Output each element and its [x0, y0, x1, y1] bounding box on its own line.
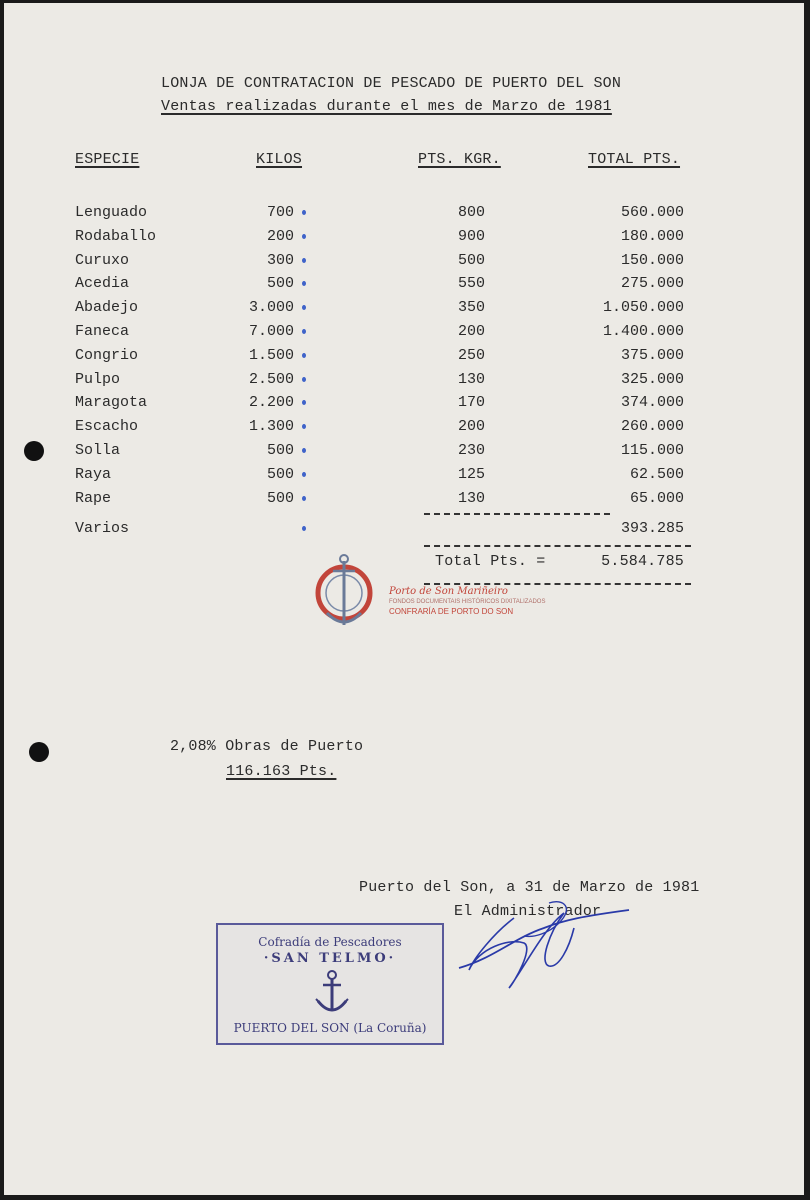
- especie-cell: Pulpo: [75, 370, 121, 388]
- stamp-line-2: ·SAN TELMO·: [263, 951, 397, 966]
- table-row: [4, 490, 804, 512]
- tick-mark: [302, 424, 306, 429]
- total-rule-bottom: [424, 583, 691, 585]
- pts-kgr-cell: 125: [457, 465, 485, 483]
- especie-cell: Rodaballo: [75, 227, 157, 245]
- stamp-line-1: Cofradía de Pescadores: [258, 935, 402, 949]
- especie-cell: Congrio: [75, 346, 139, 364]
- tick-mark: [302, 472, 306, 477]
- especie-cell: Faneca: [75, 323, 130, 340]
- subtotal-rule: [424, 513, 610, 515]
- especie-cell: Maragota: [75, 394, 148, 412]
- total-cell: 325.000: [620, 370, 684, 388]
- signer-title: El Administrador: [454, 903, 602, 920]
- table-row: [4, 371, 804, 393]
- table-row: [4, 275, 804, 297]
- total-cell: 62.500: [629, 465, 684, 483]
- total-cell: 150.000: [620, 251, 684, 269]
- table-row: [4, 299, 804, 321]
- tick-mark: [302, 305, 306, 310]
- header-pts-kgr: PTS. KGR.: [418, 151, 501, 168]
- kilos-cell: 1.300: [248, 418, 294, 436]
- table-row: [4, 466, 804, 488]
- watermark-line-3: CONFRARÍA DE PORTO DO SON: [389, 607, 514, 616]
- tick-mark: [302, 258, 306, 263]
- total-cell: 375.000: [620, 346, 684, 364]
- tick-mark: [302, 210, 306, 215]
- total-cell: 1.400.000: [602, 323, 684, 340]
- header-kilos: KILOS: [256, 151, 303, 168]
- tick-mark: [302, 496, 306, 501]
- table-row: [4, 252, 804, 274]
- especie-cell: Rape: [75, 489, 112, 507]
- kilos-cell: 7.000: [248, 323, 294, 340]
- stamp-line-3: PUERTO DEL SON (La Coruña): [233, 1021, 427, 1035]
- pts-kgr-cell: 200: [457, 418, 485, 436]
- pts-kgr-cell: 900: [457, 227, 485, 245]
- kilos-cell: 3.000: [248, 299, 294, 317]
- pts-kgr-cell: 130: [457, 370, 485, 388]
- pts-kgr-cell: 350: [457, 299, 485, 317]
- total-rule-top: [424, 545, 691, 547]
- tick-mark: [302, 526, 306, 531]
- kilos-cell: 700: [266, 204, 294, 221]
- especie-cell: Abadejo: [75, 299, 139, 317]
- document-page: [4, 3, 804, 1195]
- kilos-cell: 2.200: [248, 394, 294, 412]
- watermark-line-1: Porto de Son Mariñeiro: [389, 586, 508, 597]
- tick-mark: [302, 448, 306, 453]
- obras-line-2: 116.163 Pts.: [226, 763, 337, 780]
- header-total-pts: TOTAL PTS.: [588, 151, 681, 168]
- tick-mark: [302, 234, 306, 239]
- place-date: Puerto del Son, a 31 de Marzo de 1981: [359, 879, 700, 896]
- pts-kgr-cell: 200: [457, 323, 485, 340]
- especie-cell: Lenguado: [75, 204, 148, 221]
- kilos-cell: 200: [266, 227, 294, 245]
- pts-kgr-cell: 250: [457, 346, 485, 364]
- varios-label: Varios: [75, 520, 130, 537]
- kilos-cell: 500: [266, 275, 294, 293]
- watermark-line-2: FONDOS DOCUMENTAIS HISTÓRICOS DIXITALIZADOS: [389, 599, 546, 605]
- total-cell: 374.000: [620, 394, 684, 412]
- table-row: [4, 228, 804, 250]
- total-label: Total Pts. =: [435, 553, 546, 570]
- tick-mark: [302, 329, 306, 334]
- kilos-cell: 2.500: [248, 370, 294, 388]
- especie-cell: Solla: [75, 442, 121, 459]
- kilos-cell: 1.500: [248, 346, 294, 364]
- punch-hole-bottom: [29, 742, 49, 762]
- anchor-icon: [314, 969, 350, 1017]
- table-row-varios: [4, 520, 804, 542]
- total-cell: 1.050.000: [602, 299, 684, 317]
- tick-mark: [302, 353, 306, 358]
- varios-total: 393.285: [620, 520, 684, 537]
- table-row: [4, 394, 804, 416]
- total-cell: 65.000: [629, 489, 684, 507]
- tick-mark: [302, 281, 306, 286]
- obras-line-1: 2,08% Obras de Puerto: [170, 738, 364, 755]
- total-value: 5.584.785: [601, 553, 684, 570]
- table-row: [4, 204, 804, 226]
- cofradia-stamp: [216, 923, 444, 1045]
- kilos-cell: 500: [266, 442, 294, 459]
- document-subtitle: Ventas realizadas durante el mes de Marzo de 1981: [161, 98, 612, 115]
- kilos-cell: 500: [266, 465, 294, 483]
- pts-kgr-cell: 130: [457, 489, 485, 507]
- total-cell: 260.000: [620, 418, 684, 436]
- total-cell: 560.000: [620, 204, 684, 221]
- pts-kgr-cell: 230: [457, 442, 485, 459]
- total-cell: 275.000: [620, 275, 684, 293]
- table-row: [4, 418, 804, 440]
- kilos-cell: 500: [266, 489, 294, 507]
- total-cell: 115.000: [620, 442, 684, 459]
- pts-kgr-cell: 800: [457, 204, 485, 221]
- header-especie: ESPECIE: [75, 151, 140, 168]
- table-row: [4, 442, 804, 464]
- especie-cell: Curuxo: [75, 251, 130, 269]
- pts-kgr-cell: 500: [457, 251, 485, 269]
- archive-seal-icon: [309, 553, 379, 638]
- especie-cell: Escacho: [75, 418, 139, 436]
- document-title: LONJA DE CONTRATACION DE PESCADO DE PUERTO DEL SON: [161, 75, 622, 92]
- tick-mark: [302, 400, 306, 405]
- pts-kgr-cell: 550: [457, 275, 485, 293]
- pts-kgr-cell: 170: [457, 394, 485, 412]
- especie-cell: Raya: [75, 465, 112, 483]
- signature-icon: [454, 888, 634, 998]
- kilos-cell: 300: [266, 251, 294, 269]
- especie-cell: Acedia: [75, 275, 130, 293]
- total-cell: 180.000: [620, 227, 684, 245]
- tick-mark: [302, 377, 306, 382]
- table-row: [4, 347, 804, 369]
- table-row: [4, 323, 804, 345]
